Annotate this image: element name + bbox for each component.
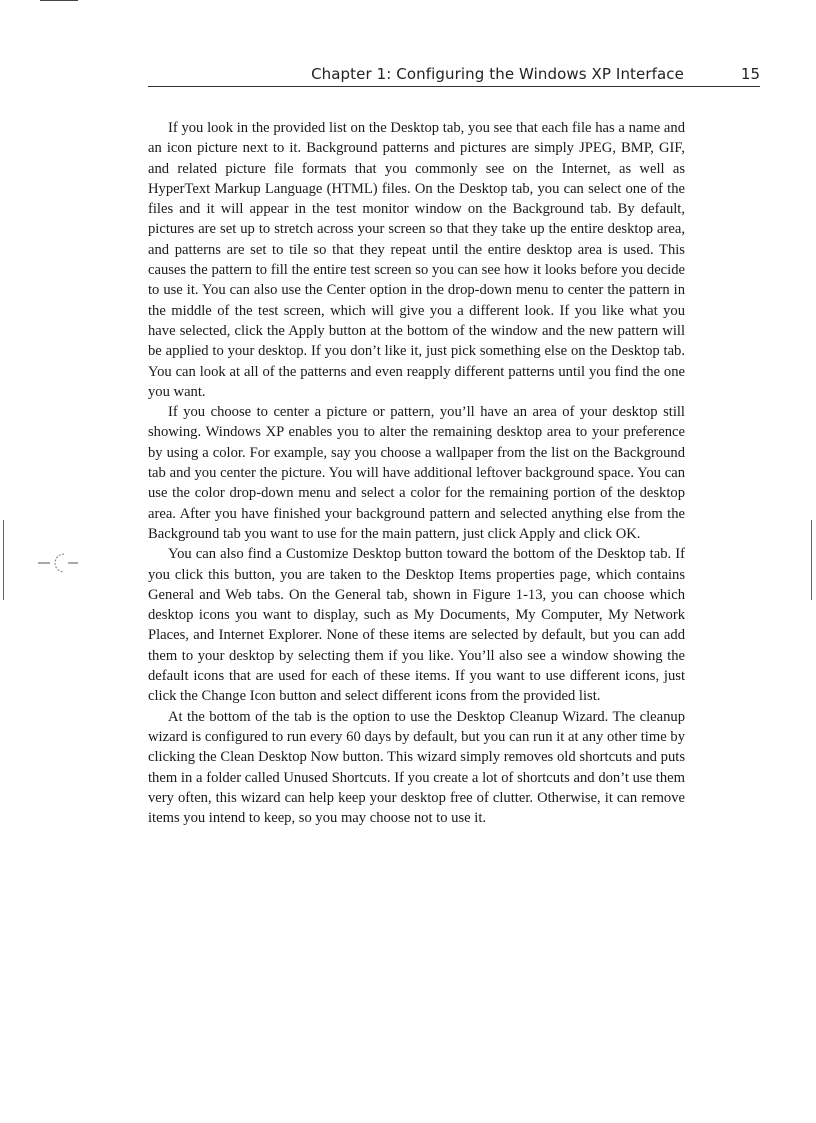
page-number: 15 [740,65,760,83]
chapter-title: Chapter 1: Configuring the Windows XP Interface [311,65,684,83]
paragraph: If you choose to center a picture or pattern, you’ll have an area of your desktop still showing. Windows XP enables you to alter the remaining desktop area to your preference by using a color. For example, say you choose a wallpaper from the list on the Background tab and you center the picture. You will have additional leftover background space. You can use the color drop-down menu and select a color for the remaining portion of the desktop area. After you have finished your background pattern and selected anything else from the Background tab you want to use for the main pattern, just click Apply and click OK. [148,404,685,542]
registration-mark-icon [38,548,78,578]
running-header [148,64,760,87]
body-text [148,118,685,828]
crop-mark-right [811,520,812,600]
paragraph: You can also find a Customize Desktop button toward the bottom of the Desktop tab. If you click this button, you are taken to the Desktop Items properties page, which contains General and Web tabs. On the General tab, shown in Figure 1-13, you can choose which desktop icons you want to display, such as My Documents, My Computer, My Network Places, and Internet Explorer. None of these items are selected by default, but you can add them to your desktop by selecting them if you like. You’ll also see a window showing the default icons that are used for each of these items. If you want to use different icons, just click the Change Icon button and select different icons from the provided list. [148,546,685,705]
paragraph: At the bottom of the tab is the option to use the Desktop Cleanup Wizard. The cleanup wizard is configured to run every 60 days by default, but you can run it at any other time by clicking the Clean Desktop Now button. This wizard simply removes old shortcuts and puts them in a folder called Unused Shortcuts. If you create a lot of shortcuts and don’t use them very often, this wizard can help keep your desktop free of clutter. Otherwise, it can remove items you intend to keep, so you may choose not to use it. [148,708,685,827]
crop-mark-left [3,520,4,600]
paragraph: If you look in the provided list on the Desktop tab, you see that each file has a name and an icon picture next to it. Background patterns and pictures are simply JPEG, BMP, GIF, and related picture file formats that you commonly see on the Internet, as well as HyperText Markup Language (HTML) files. On the Desktop tab, you can select one of the files and it will appear in the test monitor window on the Background tab. By default, pictures are set up to stretch across your screen so that they take up the entire desktop area, and patterns are set to tile so that they repeat until the entire desktop area is used. This causes the pattern to fill the entire test screen so you can see how it looks before you decide to use it. You can also use the Center option in the drop-down menu to center the pattern in the middle of the test screen, which will give you a different look. If you like what you have selected, click the Apply button at the bottom of the window and the new pattern will be applied to your desktop. If you don’t like it, just pick something else on the Desktop tab. You can look at all of the patterns and even reapply different patterns until you find the one you want. [148,120,685,400]
crop-mark-top [40,0,78,1]
